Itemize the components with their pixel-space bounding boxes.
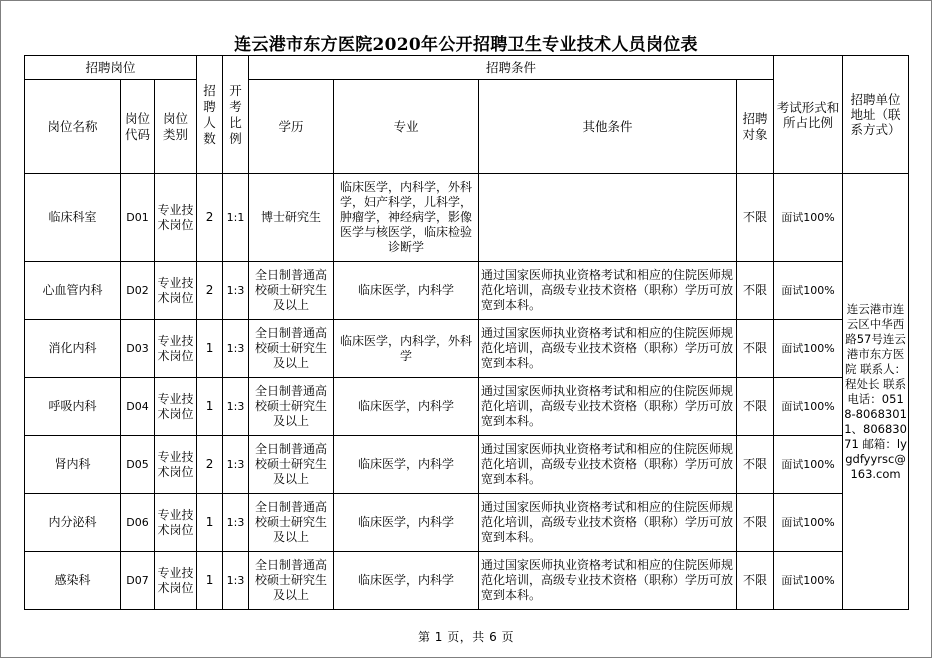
cell-post-type: 专业技术岗位 <box>155 494 197 552</box>
table-row <box>25 262 909 320</box>
cell-post-name: 临床科室 <box>25 174 121 262</box>
cell-target: 不限 <box>737 552 774 610</box>
cell-other: 通过国家医师执业资格考试和相应的住院医师规范化培训，高级专业技术资格（职称）学历可放宽到本科。 <box>479 320 737 378</box>
header-post-name: 岗位名称 <box>25 80 121 174</box>
cell-post-name: 消化内科 <box>25 320 121 378</box>
cell-education: 全日制普通高校硕士研究生及以上 <box>249 262 334 320</box>
cell-target: 不限 <box>737 494 774 552</box>
cell-post-code: D06 <box>121 494 155 552</box>
header-post-type: 岗位类别 <box>155 80 197 174</box>
table-row <box>25 320 909 378</box>
cell-post-name: 内分泌科 <box>25 494 121 552</box>
table-row <box>25 378 909 436</box>
header-count: 招聘人数 <box>197 56 223 174</box>
cell-post-code: D03 <box>121 320 155 378</box>
table-row <box>25 436 909 494</box>
header-exam: 考试形式和所占比例 <box>774 56 843 174</box>
cell-count: 2 <box>197 436 223 494</box>
cell-post-name: 心血管内科 <box>25 262 121 320</box>
header-post-code: 岗位代码 <box>121 80 155 174</box>
header-education: 学历 <box>249 80 334 174</box>
cell-major: 临床医学，内科学 <box>334 262 479 320</box>
cell-post-code: D01 <box>121 174 155 262</box>
cell-other: 通过国家医师执业资格考试和相应的住院医师规范化培训，高级专业技术资格（职称）学历可放宽到本科。 <box>479 378 737 436</box>
cell-other: 通过国家医师执业资格考试和相应的住院医师规范化培训，高级专业技术资格（职称）学历可放宽到本科。 <box>479 494 737 552</box>
cell-ratio: 1:3 <box>223 378 249 436</box>
cell-ratio: 1:3 <box>223 552 249 610</box>
cell-education: 全日制普通高校硕士研究生及以上 <box>249 494 334 552</box>
cell-target: 不限 <box>737 436 774 494</box>
cell-education: 全日制普通高校硕士研究生及以上 <box>249 320 334 378</box>
cell-other <box>479 174 737 262</box>
cell-post-name: 呼吸内科 <box>25 378 121 436</box>
table-row <box>25 494 909 552</box>
cell-education: 博士研究生 <box>249 174 334 262</box>
cell-exam: 面试100% <box>774 494 843 552</box>
cell-target: 不限 <box>737 174 774 262</box>
cell-exam: 面试100% <box>774 262 843 320</box>
cell-other: 通过国家医师执业资格考试和相应的住院医师规范化培训，高级专业技术资格（职称）学历可放宽到本科。 <box>479 262 737 320</box>
cell-ratio: 1:1 <box>223 174 249 262</box>
cell-ratio: 1:3 <box>223 262 249 320</box>
cell-post-name: 肾内科 <box>25 436 121 494</box>
cell-other: 通过国家医师执业资格考试和相应的住院医师规范化培训，高级专业技术资格（职称）学历可放宽到本科。 <box>479 552 737 610</box>
cell-exam: 面试100% <box>774 378 843 436</box>
cell-count: 2 <box>197 262 223 320</box>
cell-exam: 面试100% <box>774 552 843 610</box>
page-title: 连云港市东方医院2020年公开招聘卫生专业技术人员岗位表 <box>234 35 698 55</box>
cell-post-code: D05 <box>121 436 155 494</box>
cell-count: 1 <box>197 320 223 378</box>
cell-unit-contact: 连云港市连云区中华西路57号连云港市东方医院 联系人：程处长 联系电话：0518-80683011、80683071 邮箱：lygdfyyrsc@163.com <box>843 174 909 610</box>
cell-major: 临床医学，内科学 <box>334 494 479 552</box>
cell-education: 全日制普通高校硕士研究生及以上 <box>249 436 334 494</box>
recruitment-table <box>24 55 909 610</box>
cell-major: 临床医学，内科学 <box>334 436 479 494</box>
cell-post-type: 专业技术岗位 <box>155 552 197 610</box>
header-other: 其他条件 <box>479 80 737 174</box>
cell-target: 不限 <box>737 320 774 378</box>
cell-count: 1 <box>197 494 223 552</box>
header-unit: 招聘单位地址（联系方式） <box>843 56 909 174</box>
cell-count: 1 <box>197 552 223 610</box>
cell-education: 全日制普通高校硕士研究生及以上 <box>249 552 334 610</box>
cell-count: 1 <box>197 378 223 436</box>
cell-post-type: 专业技术岗位 <box>155 436 197 494</box>
cell-major: 临床医学，内科学 <box>334 378 479 436</box>
cell-post-code: D04 <box>121 378 155 436</box>
cell-ratio: 1:3 <box>223 320 249 378</box>
page-footer: 第 1 页，共 6 页 <box>417 630 515 644</box>
header-row-1 <box>25 56 909 80</box>
cell-other: 通过国家医师执业资格考试和相应的住院医师规范化培训，高级专业技术资格（职称）学历可放宽到本科。 <box>479 436 737 494</box>
cell-ratio: 1:3 <box>223 494 249 552</box>
cell-post-type: 专业技术岗位 <box>155 378 197 436</box>
cell-education: 全日制普通高校硕士研究生及以上 <box>249 378 334 436</box>
cell-count: 2 <box>197 174 223 262</box>
cell-exam: 面试100% <box>774 436 843 494</box>
header-conditions-group: 招聘条件 <box>249 56 774 80</box>
header-major: 专业 <box>334 80 479 174</box>
header-target: 招聘对象 <box>737 80 774 174</box>
header-ratio: 开考比例 <box>223 56 249 174</box>
cell-major: 临床医学，内科学，外科学，妇产科学，儿科学，肿瘤学，神经病学，影像医学与核医学，临床检验诊断学 <box>334 174 479 262</box>
cell-post-code: D07 <box>121 552 155 610</box>
cell-major: 临床医学，内科学 <box>334 552 479 610</box>
cell-post-type: 专业技术岗位 <box>155 262 197 320</box>
cell-post-code: D02 <box>121 262 155 320</box>
cell-post-type: 专业技术岗位 <box>155 320 197 378</box>
header-recruit-post-group: 招聘岗位 <box>25 56 197 80</box>
cell-target: 不限 <box>737 378 774 436</box>
cell-major: 临床医学，内科学，外科学 <box>334 320 479 378</box>
cell-post-name: 感染科 <box>25 552 121 610</box>
cell-exam: 面试100% <box>774 320 843 378</box>
cell-post-type: 专业技术岗位 <box>155 174 197 262</box>
table-row <box>25 552 909 610</box>
cell-exam: 面试100% <box>774 174 843 262</box>
cell-ratio: 1:3 <box>223 436 249 494</box>
cell-target: 不限 <box>737 262 774 320</box>
table-row <box>25 174 909 262</box>
